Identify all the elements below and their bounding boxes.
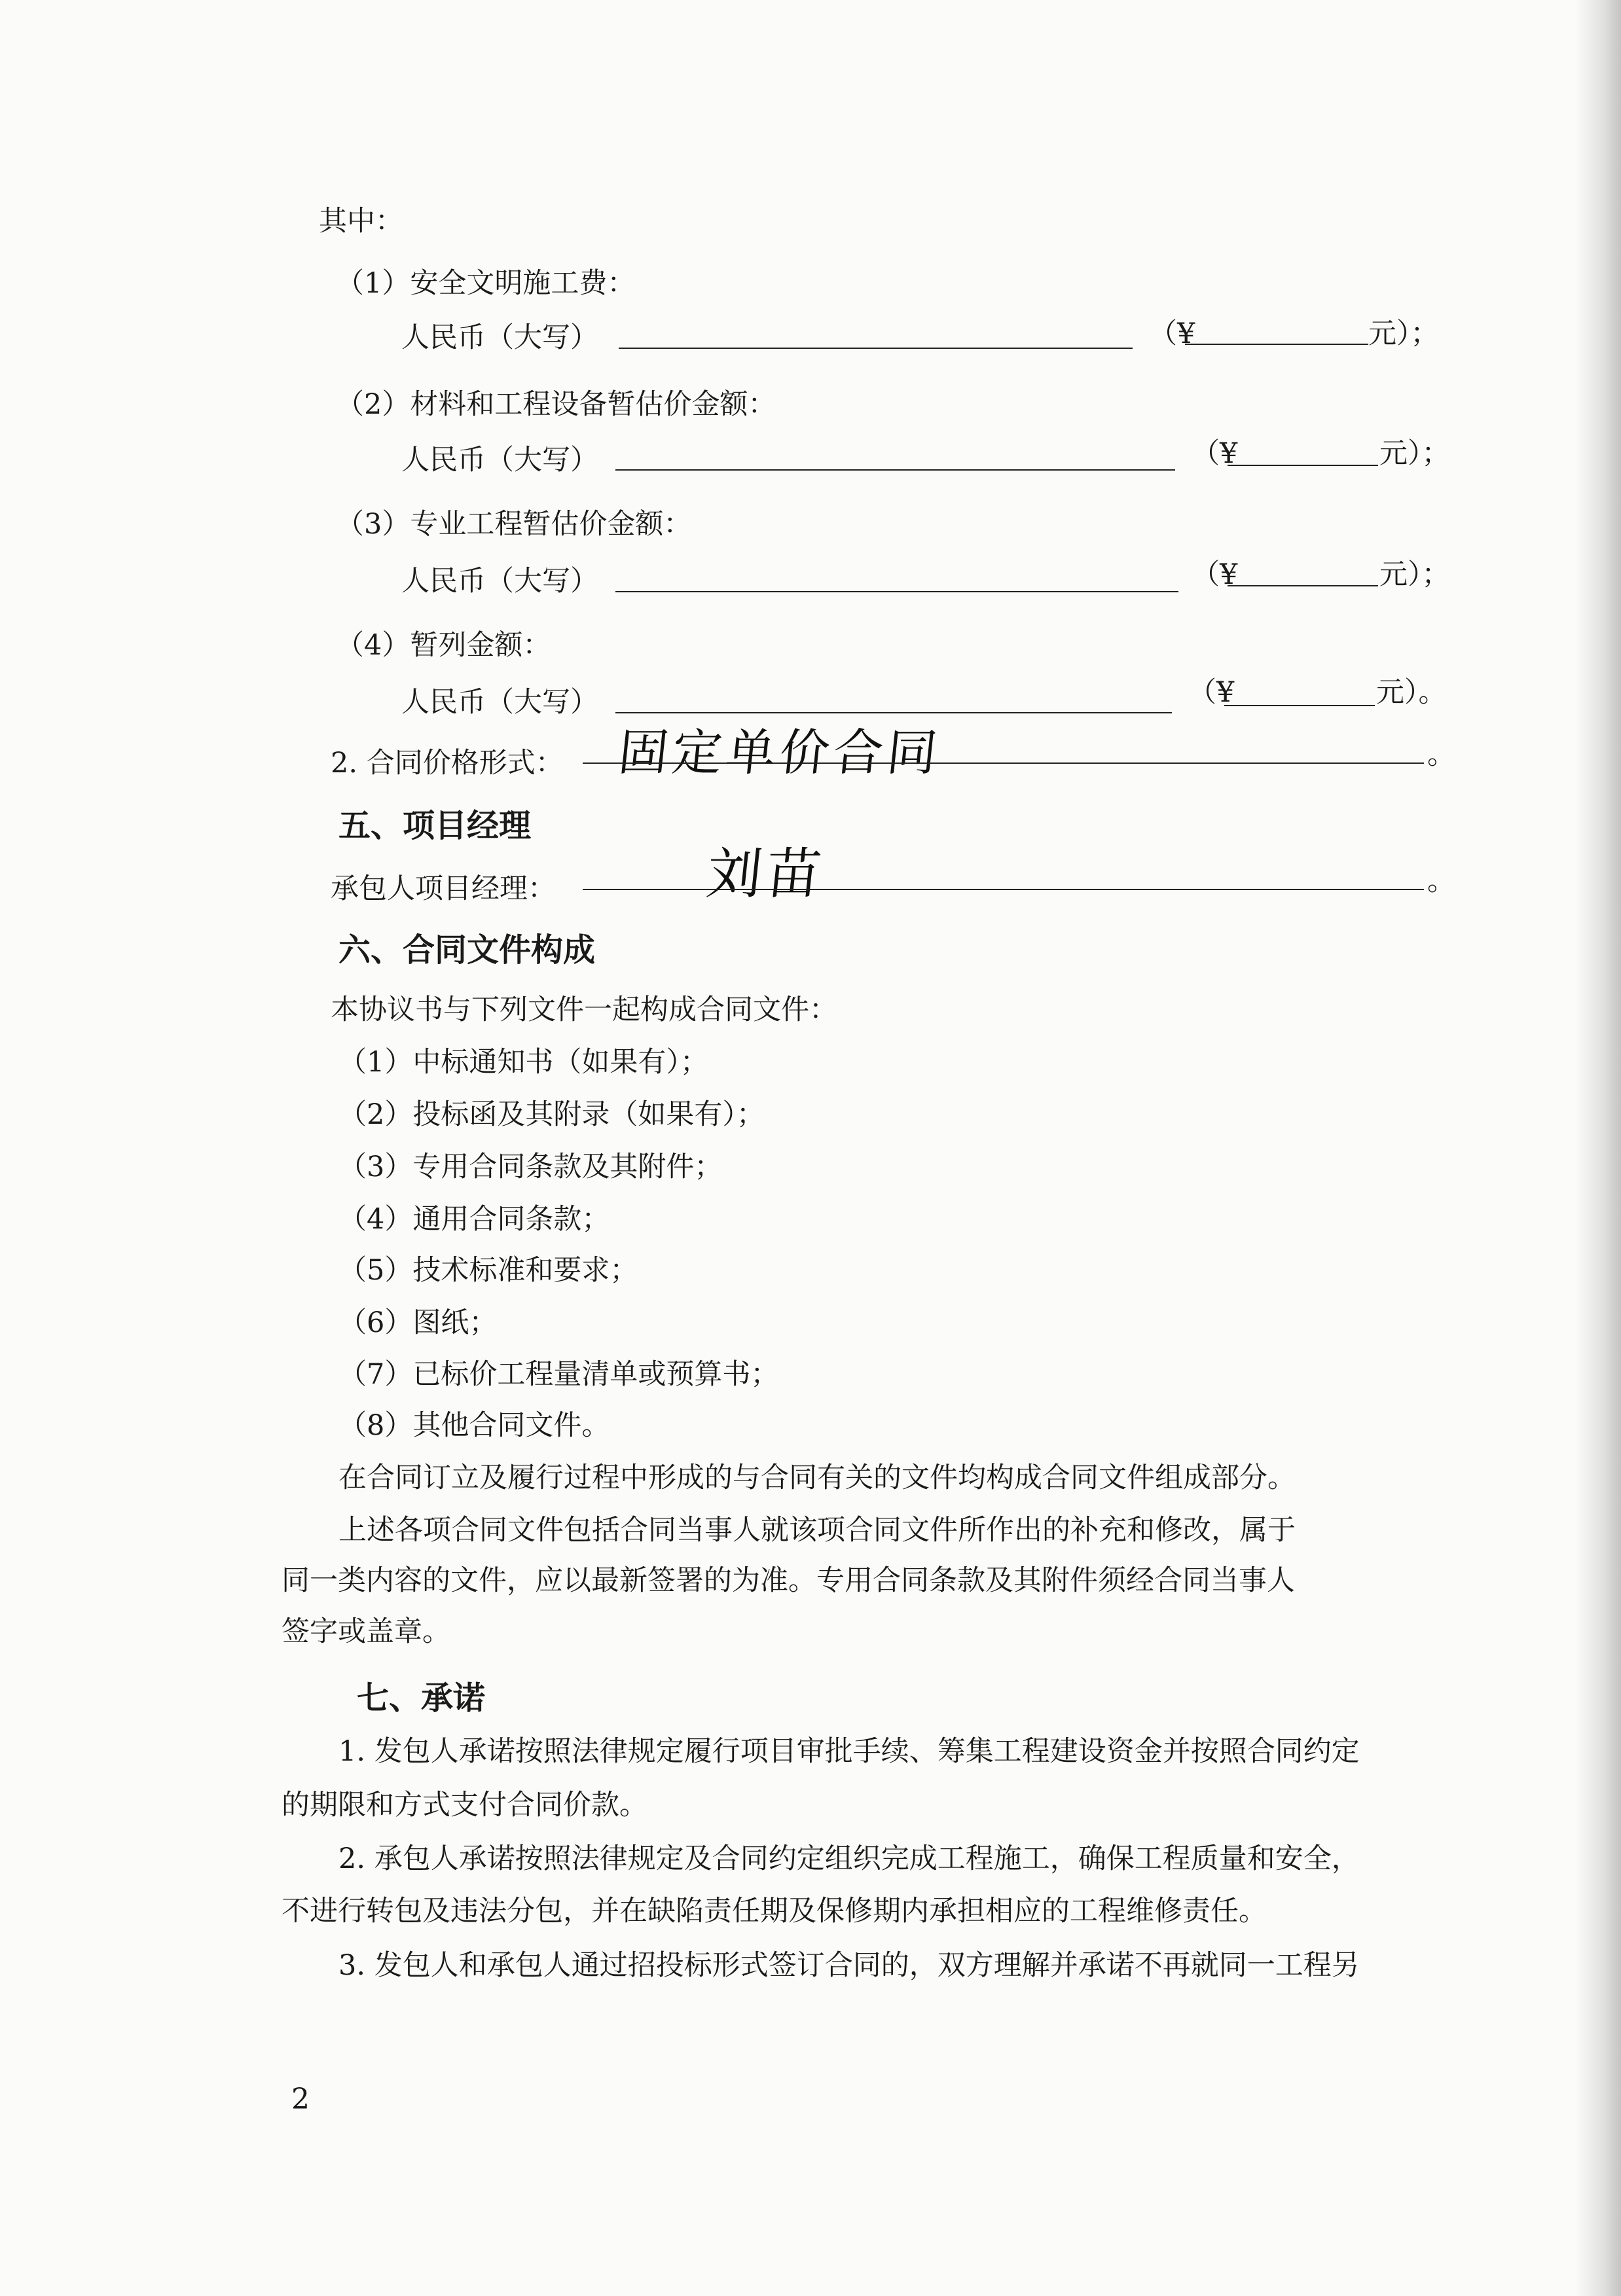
breakdown-item-2-rmb-blank[interactable] bbox=[615, 469, 1175, 471]
breakdown-item-3-rmb-blank[interactable] bbox=[615, 591, 1178, 592]
breakdown-item-1-yen-open: （¥ bbox=[1149, 317, 1195, 350]
page-number: 2 bbox=[291, 2083, 310, 2116]
project-manager-handwritten: 刘苗 bbox=[703, 842, 829, 906]
breakdown-item-2-label: （2）材料和工程设备暂估价金额： bbox=[336, 388, 776, 421]
section7-paragraph-2-line-1: 2. 承包人承诺按照法律规定及合同约定组织完成工程施工，确保工程质量和安全， bbox=[338, 1842, 1360, 1875]
breakdown-item-2-yen-close: 元）； bbox=[1379, 437, 1450, 470]
breakdown-item-1-label: （1）安全文明施工费： bbox=[336, 267, 636, 300]
section7-paragraph-2-line-2: 不进行转包及违法分包，并在缺陷责任期及保修期内承担相应的工程维修责任。 bbox=[282, 1895, 1267, 1928]
breakdown-item-4-label: （4）暂列金额： bbox=[336, 629, 551, 662]
price-form-label: 2. 合同价格形式： bbox=[331, 747, 564, 780]
price-form-end: 。 bbox=[1427, 738, 1455, 771]
section7-heading: 七、承诺 bbox=[357, 1679, 486, 1717]
section6-list-item-5: （5）技术标准和要求； bbox=[338, 1254, 638, 1287]
breakdown-item-1-yen-blank[interactable] bbox=[1185, 344, 1368, 345]
project-manager-end: 。 bbox=[1427, 865, 1455, 897]
section6-paragraph-1: 在合同订立及履行过程中形成的与合同有关的文件均构成合同文件组成部分。 bbox=[338, 1462, 1296, 1494]
section6-heading: 六、合同文件构成 bbox=[338, 931, 596, 969]
breakdown-item-4-yen-close: 元）。 bbox=[1376, 676, 1447, 709]
section7-paragraph-1-line-1: 1. 发包人承诺按照法律规定履行项目审批手续、筹集工程建设资金并按照合同约定 bbox=[338, 1735, 1360, 1768]
section6-paragraph-2-line-2: 同一类内容的文件，应以最新签署的为准。专用合同条款及其附件须经合同当事人 bbox=[282, 1564, 1295, 1597]
breakdown-item-1-rmb: 人民币（大写） bbox=[401, 321, 598, 354]
section7-paragraph-1-line-2: 的期限和方式支付合同价款。 bbox=[282, 1789, 647, 1821]
section6-list-item-2: （2）投标函及其附录（如果有）； bbox=[338, 1098, 765, 1131]
breakdown-item-4-rmb: 人民币（大写） bbox=[401, 686, 598, 719]
section7-paragraph-3-line-1: 3. 发包人和承包人通过招投标形式签订合同的，双方理解并承诺不再就同一工程另 bbox=[338, 1949, 1360, 1982]
section6-list-item-3: （3）专用合同条款及其附件； bbox=[338, 1151, 723, 1183]
section6-paragraph-2-line-1: 上述各项合同文件包括合同当事人就该项合同文件所作出的补充和修改，属于 bbox=[338, 1514, 1296, 1547]
breakdown-intro: 其中： bbox=[319, 205, 403, 238]
breakdown-item-3-yen-open: （¥ bbox=[1192, 558, 1238, 591]
breakdown-item-2-rmb: 人民币（大写） bbox=[401, 444, 598, 476]
section6-intro: 本协议书与下列文件一起构成合同文件： bbox=[331, 994, 837, 1026]
breakdown-item-2-yen-open: （¥ bbox=[1192, 437, 1238, 470]
section6-paragraph-2-line-3: 签字或盖章。 bbox=[282, 1615, 450, 1648]
project-manager-blank[interactable] bbox=[583, 889, 1424, 890]
breakdown-item-4-yen-blank[interactable] bbox=[1224, 705, 1375, 706]
section6-list-item-8: （8）其他合同文件。 bbox=[338, 1409, 610, 1442]
breakdown-item-1-rmb-blank[interactable] bbox=[619, 348, 1133, 349]
price-form-blank[interactable] bbox=[583, 762, 1424, 764]
breakdown-item-4-yen-open: （¥ bbox=[1188, 676, 1235, 709]
breakdown-item-3-rmb: 人民币（大写） bbox=[401, 565, 598, 598]
section6-list-item-6: （6）图纸； bbox=[338, 1306, 498, 1339]
section6-list-item-1: （1）中标通知书（如果有）； bbox=[338, 1046, 708, 1079]
section6-list-item-4: （4）通用合同条款； bbox=[338, 1203, 610, 1236]
page-edge-shadow bbox=[1575, 0, 1621, 2296]
project-manager-label: 承包人项目经理： bbox=[331, 872, 556, 905]
breakdown-item-3-yen-close: 元）； bbox=[1379, 558, 1450, 591]
breakdown-item-3-yen-blank[interactable] bbox=[1228, 585, 1378, 586]
price-form-handwritten: 固定单价合同 bbox=[615, 723, 944, 781]
breakdown-item-2-yen-blank[interactable] bbox=[1228, 465, 1378, 466]
section6-list-item-7: （7）已标价工程量清单或预算书； bbox=[338, 1358, 779, 1391]
breakdown-item-3-label: （3）专业工程暂估价金额： bbox=[336, 508, 692, 541]
section5-heading: 五、项目经理 bbox=[338, 807, 532, 844]
breakdown-item-4-rmb-blank[interactable] bbox=[615, 712, 1172, 713]
breakdown-item-1-yen-close: 元）； bbox=[1368, 317, 1439, 350]
